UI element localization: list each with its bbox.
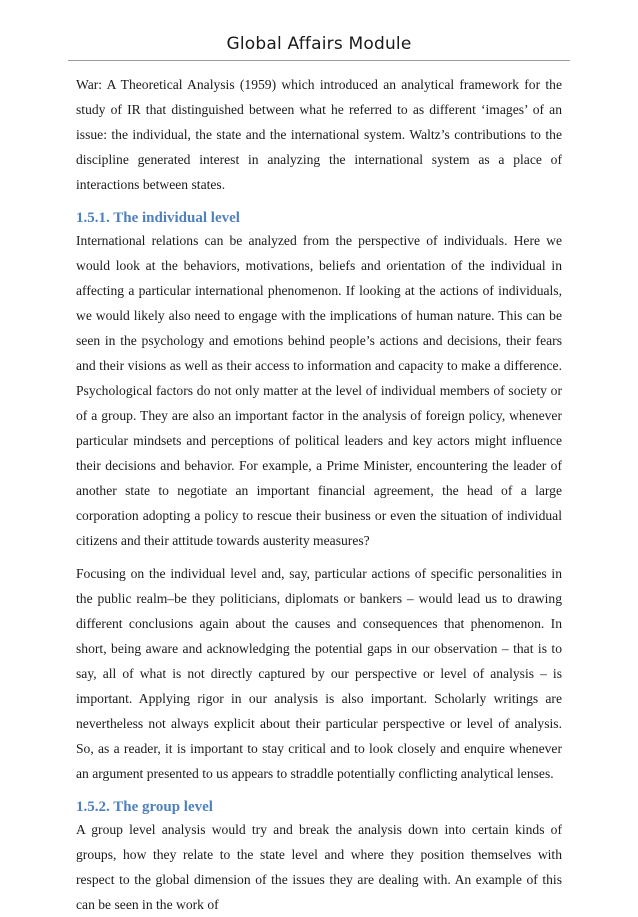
section-heading-group-level: 1.5.2. The group level <box>76 799 213 815</box>
header-divider <box>68 60 570 61</box>
page-header-title: Global Affairs Module <box>226 34 412 54</box>
section-paragraph: International relations can be analyzed from the perspective of individuals. Here we would look at the behaviors, motivations, beliefs and orientation of the individual in affecting a particular international phenomenon. If looking at the actions of individuals, we would likely also need to engage with the implications of human nature. This can be seen in the psychology and emotions behind people’s actions and decisions, their fears and their visions as well as their access to information and capacity to make a difference. Psychological factors do not only matter at the level of individual members of society or of a group. They are also an important factor in the analysis of foreign policy, whenever particular mindsets and perceptions of political leaders and key actors might influence their decisions and behavior. For example, a Prime Minister, encountering the leader of another state to negotiate an important financial agreement, the head of a large corporation adopting a policy to rescue their business or even the situation of individual citizens and their attitude towards austerity measures? <box>76 233 562 548</box>
section-heading-individual-level: 1.5.1. The individual level <box>76 210 240 226</box>
document-body <box>76 72 562 917</box>
section-paragraph: Focusing on the individual level and, say, particular actions of specific personalities in the public realm–be they politicians, diplomats or bankers – would lead us to drawing different conclusions again about the causes and consequences that phenomenon. In short, being aware and acknowledging the potential gaps in our observation – that is to say, all of what is not directly captured by our perspective or level of analysis – is important. Applying rigor in our analysis is also important. Scholarly writings are nevertheless not always explicit about their particular perspective or level of analysis. So, as a reader, it is important to stay critical and to look closely and enquire whenever an argument presented to us appears to straddle potentially conflicting analytical lenses. <box>76 566 562 781</box>
intro-paragraph: War: A Theoretical Analysis (1959) which introduced an analytical framework for the study of IR that distinguished between what he referred to as different ‘images’ of an issue: the individual, the state and the international system. Waltz’s contributions to the discipline generated interest in analyzing the international system as a place of interactions between states. <box>76 77 562 192</box>
section-paragraph: A group level analysis would try and break the analysis down into certain kinds of groups, how they relate to the state level and where they position themselves with respect to the global dimension of the issues they are dealing with. An example of this can be seen in the work of <box>76 822 562 912</box>
